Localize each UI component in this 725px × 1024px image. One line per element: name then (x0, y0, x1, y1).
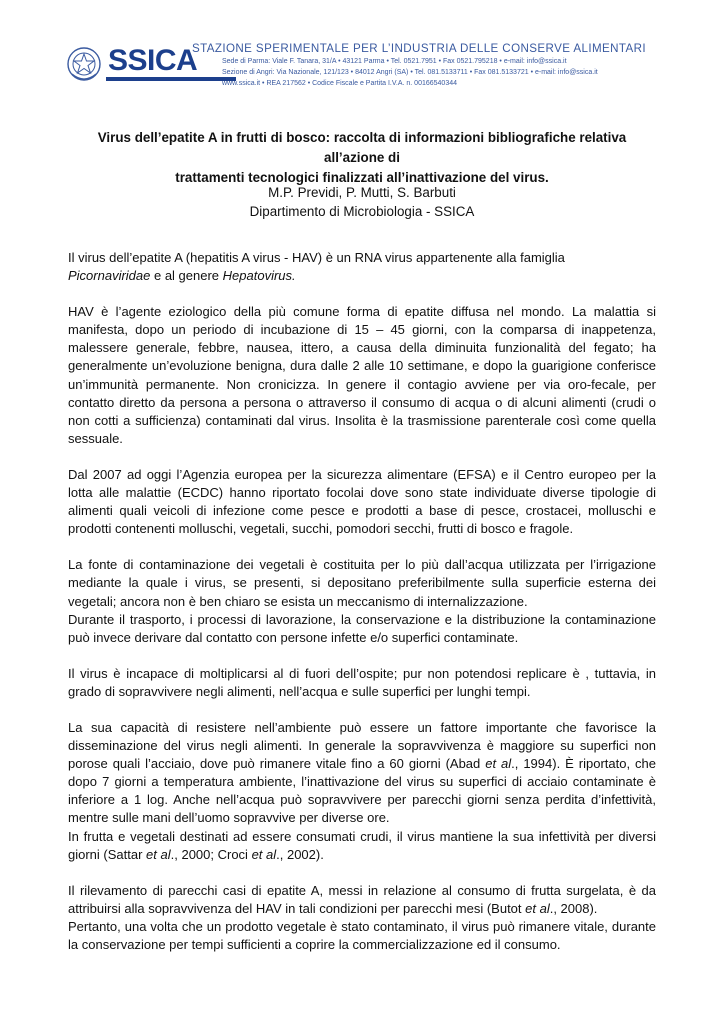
p7-text-c: ., 2002). (276, 846, 324, 862)
address-line-angri: Sezione di Angri: Via Nazionale, 121/123 • 84012 Angri (SA) • Tel. 081.5133711 • Fax 081.5133721 • e-mail: info@ssica.it (222, 69, 598, 76)
paragraph-3: Dal 2007 ad oggi l’Agenzia europea per la sicurezza alimentare (EFSA) e il Centro europeo per la lotta alle malattie (ECDC) hanno riportato focolai dove sono state individuate diverse tipologie di alimenti quali veicoli di infezione come pesce e prodotti a base di pesce, crostacei, molluschi e prodotti contenenti molluschi, vegetali, succhi, pomodori secchi, frutti di bosco e fragole. (68, 466, 656, 537)
p1-text-b: e al genere (150, 268, 223, 284)
department: Dipartimento di Microbiologia - SSICA (249, 204, 475, 219)
institution-name: STAZIONE SPERIMENTALE PER L’INDUSTRIA DELLE CONSERVE ALIMENTARI (192, 42, 647, 55)
p8-etal: et al (525, 900, 550, 916)
p6-text-b: ., 1994). È riportato, che dopo 7 giorni a temperatura ambiente, l’inattivazione del virus su superfici di acciaio contaminate è inferiore a 1 log. Anche nell’acqua può sopravvivere per parecchi giorni senza perdita d’infettività, mentre sulle mani dell’uomo sopravvive per diverse ore. (68, 756, 656, 826)
title-line-1: Virus dell’epatite A in frutti di bosco: raccolta di informazioni bibliografiche relativa all’azione di (97, 130, 627, 165)
p1-family: Picornaviridae (68, 268, 151, 284)
address-line-parma: Sede di Parma: Viale F. Tanara, 31/A • 43121 Parma • Tel. 0521.7951 • Fax 0521.795218 • e-mail: info@ssica.it (222, 58, 567, 65)
paragraph-9: Pertanto, una volta che un prodotto vegetale è stato contaminato, il virus può rimanere vitale, durante la conservazione per tempi sufficienti a coprire la commercializzazione ed il consumo. (68, 918, 656, 952)
document-title (66, 128, 658, 188)
p6-text-a: La sua capacità di resistere nell’ambiente può essere un fattore importante che favorisce la disseminazione del virus negli alimenti. In generale la sopravvivenza è maggiore su superfici non porose quali l’acciaio, dove può rimanere vitale fino a 60 giorni (Abad (68, 719, 656, 772)
paragraph-7 (68, 828, 656, 864)
address-line-web: www.ssica.it • REA 217562 • Codice Fiscale e Partita I.V.A. n. 00166540344 (222, 80, 457, 87)
title-line-2: trattamenti tecnologici finalizzati all’inattivazione del virus. (175, 170, 549, 185)
p7-text-b: ., 2000; Croci (170, 846, 252, 862)
p1-genus: Hepatovirus. (222, 268, 296, 284)
paragraph-8 (68, 882, 656, 918)
paragraph-6 (68, 719, 656, 828)
italian-republic-emblem-icon (66, 44, 102, 84)
p7-text-a: In frutta e vegetali destinati ad essere consumati crudi, il virus mantiene la sua infettività per diversi giorni (Sattar (68, 828, 656, 862)
p8-text-b: ., 2008). (549, 900, 598, 916)
document-body (68, 249, 656, 954)
letterhead (66, 38, 666, 94)
paragraph-1 (68, 249, 656, 285)
paragraph-4a: La fonte di contaminazione dei vegetali è costituita per lo più dall’acqua utilizzata per l’irrigazione mediante la quale i virus, se presenti, si depositano preferibilmente sulla superficie esterna dei vegetali; ancora non è ben chiaro se esista un meccanismo di internalizzazione. (68, 557, 656, 609)
authors: M.P. Previdi, P. Mutti, S. Barbuti (268, 185, 456, 200)
p6-etal: et al (485, 756, 512, 772)
logo-text: SSICA (108, 44, 198, 77)
p7-etal-2: et al (251, 846, 277, 862)
authors-block (66, 183, 658, 221)
p7-etal-1: et al (146, 846, 171, 862)
p8-text-a: Il rilevamento di parecchi casi di epatite A, messi in relazione al consumo di frutta surgelata, è da attribuirsi alla sopravvivenza del HAV in tali condizioni per parecchi mesi (Butot (68, 882, 656, 916)
paragraph-2: HAV è l’agente eziologico della più comune forma di epatite diffusa nel mondo. La malattia si manifesta, dopo un periodo di incubazione di 15 – 45 giorni, con la comparsa di inappetenza, malessere generale, febbre, nausea, ittero, a causa della diminuita funzionalità del fegato; ha generalmente un’evoluzione benigna, dura dalle 2 alle 10 settimane, e dopo la guarigione conferisce un’immunità permanente. Non cronicizza. In genere il contagio avviene per via oro-fecale, per contatto diretto da persona a persona o attraverso il consumo di acqua o di alcuni alimenti (crudi o non cotti a sufficienza) contaminati dal virus. Insolita è la trasmissione parenterale così come quella sessuale. (68, 304, 656, 446)
p1-text-a: Il virus dell’epatite A (hepatitis A virus - HAV) è un RNA virus appartenente alla famiglia (68, 250, 565, 265)
logo-underline (106, 77, 236, 81)
paragraph-5: Il virus è incapace di moltiplicarsi al di fuori dell’ospite; pur non potendosi replicare è , tuttavia, in grado di sopravvivere negli alimenti, nell’acqua e sulle superfici per lunghi tempi. (68, 665, 656, 699)
paragraph-4b: Durante il trasporto, i processi di lavorazione, la conservazione e la distribuzione la contaminazione può invece derivare dal contatto con persone infette e/o superfici contaminate. (68, 611, 656, 645)
